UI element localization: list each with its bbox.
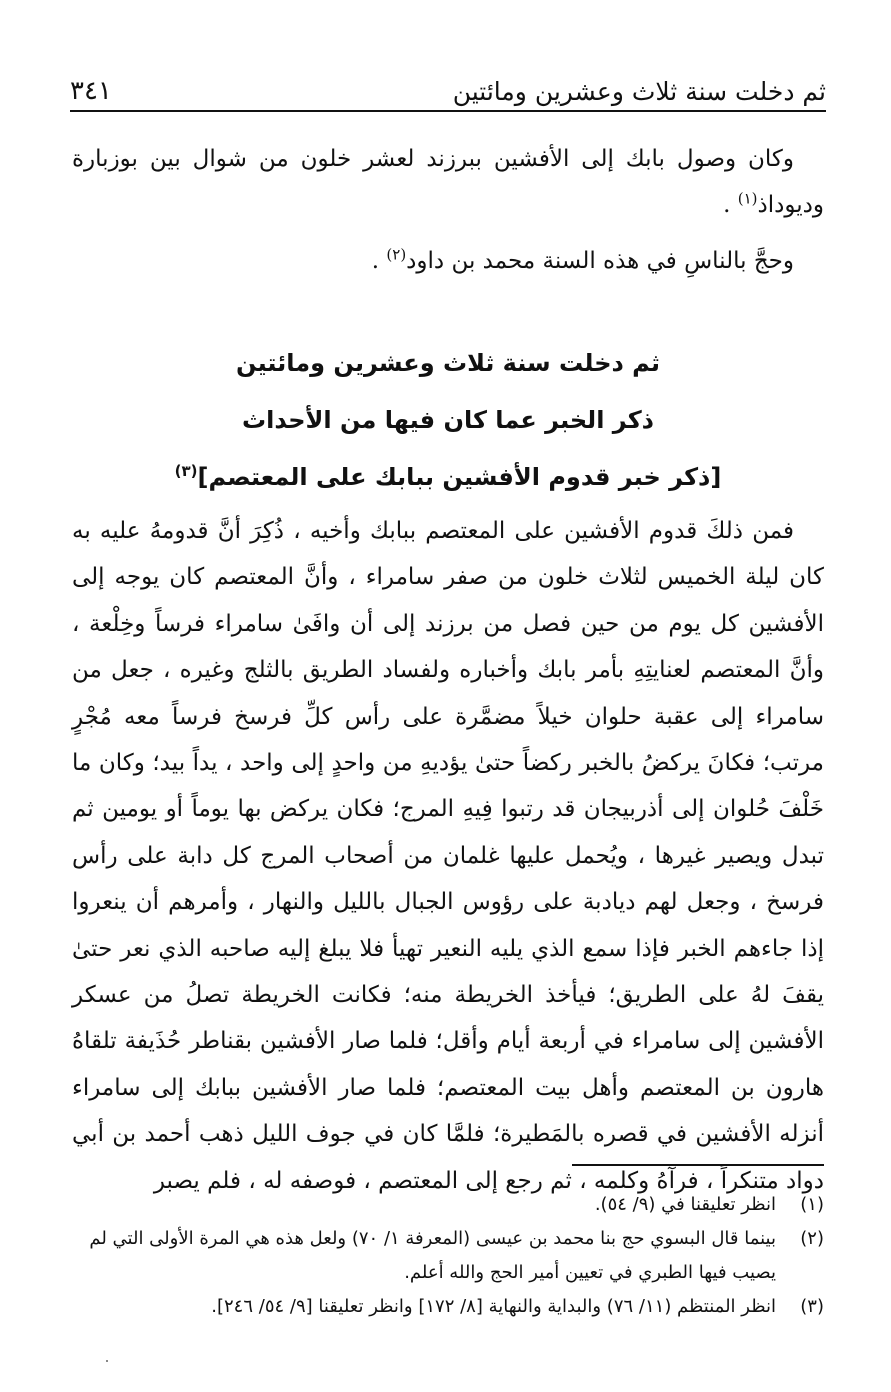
- footnote-number: (١): [800, 1194, 824, 1215]
- paragraph-text: وحجَّ بالناسِ في هذه السنة محمد بن داود: [406, 248, 794, 274]
- footnote-1: [72, 1188, 824, 1222]
- paragraph-babak-arrival: [72, 136, 824, 228]
- paragraph-main: فمن ذلكَ قدوم الأفشين على المعتصم ببابك وأخيه ، ذُكِرَ أنَّ قدومهُ عليه به كان ليلة الخميس لثلاث خلون من صفر سامراء ، وأنَّ المعتصم كان يوجه إلى الأفشين كل يوم من حين فصل من برزند إلى أن وافَىٰ سامراء فرساً وخِلْعة ، وأنَّ المعتصم لعنايتِهِ بأمر بابك وأخباره ولفساد الطريق بالثلج وغيره ، جعل من سامراء إلى عقبة حلوان خيلاً مضمَّرة على رأس كلِّ فرسخ فرساً معه مُجْرٍ مرتب؛ فكانَ يركضُ بالخبر ركضاً حتىٰ يؤديهِ من واحدٍ إلى واحد ، يداً بيد؛ وكان ما خَلْفَ حُلوان إلى أذربيجان قد رتبوا فِيهِ المرج؛ فكان يركض بها يوماً أو يومين ثم تبدل ويصير غيرها ، ويُحمل عليها غلمان من أصحاب المرج كل دابة على رأس فرسخ ، وجعل لهم ديادبة على رؤوس الجبال بالليل والنهار ، وأمرهم أن ينعروا إذا جاءهم الخبر فإذا سمع الذي يليه النعير تهيأ فلا يبلغ إليه صاحبه الذي نعر حتىٰ يقفَ لهُ على الطريق؛ فيأخذ الخريطة منه؛ فكانت الخريطة تصلُ من عسكر الأفشين إلى سامراء في أربعة أيام وأقل؛ فلما صار الأفشين بقناطر حُذَيفة تلقاهُ هارون بن المعتصم وأهل بيت المعتصم؛ فلما صار الأفشين ببابك إلى سامراء أنزله الأفشين في قصره بالمَطيرة؛ فلمَّا كان في جوف الليل ذهب أحمد بن أبي دواد متنكراً ، فرآهُ وكلمه ، ثم رجع إلى المعتصم ، فوصفه له ، فلم يصبر: [72, 518, 824, 1194]
- footnotes: [72, 1188, 824, 1324]
- scan-speck: [106, 1360, 108, 1362]
- paragraph-text: وكان وصول بابك إلى الأفشين ببرزند لعشر خلون من شوال بين بوزبارة وديوداذ: [72, 146, 824, 218]
- section-headings: [72, 335, 824, 506]
- footnote-number: (٢): [800, 1228, 824, 1249]
- footnote-number: (٣): [800, 1296, 824, 1317]
- footnote-text: انظر تعليقنا في (٩/ ٥٤).: [594, 1194, 776, 1215]
- footnote-ref-3[interactable]: (٣): [174, 462, 198, 480]
- footnote-ref-2[interactable]: (٢): [386, 245, 407, 264]
- main-text-block: [72, 508, 824, 1204]
- page-number: ٣٤١: [70, 76, 112, 106]
- section-heading: ذكر الخبر عما كان فيها من الأحداث: [242, 406, 654, 434]
- paragraph-tail: .: [371, 248, 387, 274]
- footnote-2: [72, 1222, 824, 1290]
- subsection-heading: [72, 449, 824, 506]
- paragraph-hajj: [72, 238, 824, 284]
- footnote-text: انظر المنتظم (١١/ ٧٦) والبداية والنهاية [٨/ ١٧٢] وانظر تعليقنا [٩/ ٥٤/ ٢٤٦].: [211, 1296, 776, 1317]
- subsection-heading-text: [ذكر خبر قدوم الأفشين ببابك على المعتصم]: [197, 463, 722, 491]
- footnote-text: بينما قال البسوي حج بنا محمد بن عيسى (المعرفة ١/ ٧٠) ولعل هذه هي المرة الأولى التي لم يصيب فيها الطبري في تعيين أمير الحج والله أعلم.: [89, 1228, 776, 1283]
- paragraph-tail: .: [723, 192, 738, 218]
- footnote-divider: [572, 1164, 824, 1166]
- footnote-ref-1[interactable]: (١): [737, 189, 758, 208]
- footnote-3: [72, 1290, 824, 1324]
- running-header: [70, 70, 826, 112]
- top-text-block: [72, 136, 824, 284]
- year-heading: ثم دخلت سنة ثلاث وعشرين ومائتين: [236, 349, 660, 377]
- header-title: ثم دخلت سنة ثلاث وعشرين ومائتين: [452, 77, 826, 106]
